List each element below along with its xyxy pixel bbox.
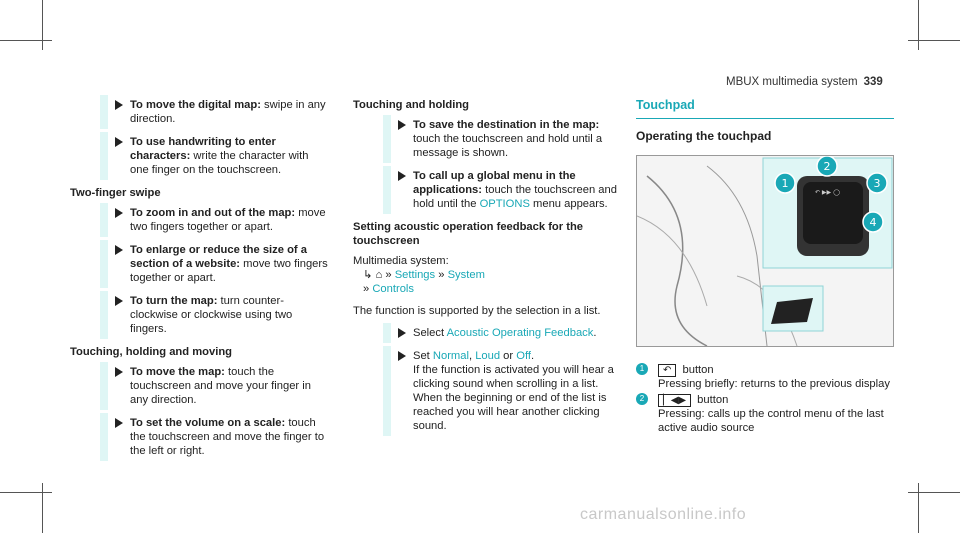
legend-label: button bbox=[694, 394, 729, 406]
heading: Two-finger swipe bbox=[70, 187, 161, 199]
crop-mark bbox=[0, 492, 52, 493]
list-item bbox=[70, 206, 330, 234]
callout-1 bbox=[775, 173, 795, 193]
watermark: carmanualsonline.info bbox=[580, 506, 747, 523]
crop-mark bbox=[0, 40, 52, 41]
item-bold: To zoom in and out of the map: bbox=[130, 207, 296, 219]
list-item bbox=[70, 98, 330, 126]
arrow-icon bbox=[115, 418, 123, 428]
item-text: Set bbox=[413, 350, 433, 362]
arrow-icon bbox=[398, 171, 406, 181]
column-3 bbox=[636, 98, 894, 437]
legend bbox=[636, 363, 894, 435]
callout-2 bbox=[817, 156, 837, 176]
item-text: . bbox=[593, 327, 597, 339]
list-item bbox=[70, 416, 330, 458]
item-bold: To set the volume on a scale: bbox=[130, 417, 286, 429]
path-system[interactable]: System bbox=[447, 269, 485, 281]
support-text: The function is supported by the selection in a list. bbox=[353, 305, 601, 317]
list-item bbox=[70, 135, 330, 177]
arrow-icon bbox=[115, 367, 123, 377]
item-text: or bbox=[500, 350, 517, 362]
item-bold: To turn the map: bbox=[130, 295, 218, 307]
menu-path bbox=[363, 268, 618, 282]
normal-link[interactable]: Normal bbox=[432, 350, 469, 362]
arrow-icon bbox=[115, 245, 123, 255]
legend-desc: Pressing: calls up the control menu of the last active audio source bbox=[658, 408, 884, 434]
loud-link[interactable]: Loud bbox=[475, 350, 501, 362]
arrow-icon bbox=[398, 351, 406, 361]
legend-item bbox=[636, 363, 894, 391]
item-text: touch the touchscreen and move the finger to the left or right. bbox=[130, 417, 325, 457]
svg-text:2: 2 bbox=[823, 160, 831, 173]
item-text: . bbox=[530, 350, 535, 362]
menu-path-2 bbox=[363, 282, 618, 296]
list-item bbox=[353, 118, 618, 160]
enter-arrow-icon: ↳ bbox=[363, 269, 373, 281]
item-text: Select bbox=[413, 327, 447, 339]
path-settings[interactable]: Settings bbox=[394, 269, 436, 281]
page-header bbox=[726, 76, 883, 88]
item-text: touch the touchscreen and move your finger in any direction. bbox=[130, 366, 311, 406]
system-label: Multimedia system: bbox=[353, 255, 449, 267]
heading: Setting acoustic operation feedback for the touchscreen bbox=[353, 221, 584, 247]
svg-text:1: 1 bbox=[781, 177, 789, 190]
list-item bbox=[70, 294, 330, 336]
page-number: 339 bbox=[863, 76, 883, 88]
arrow-icon bbox=[115, 100, 123, 110]
legend-item bbox=[636, 393, 894, 435]
crop-mark bbox=[42, 0, 43, 50]
chevron-icon: » bbox=[385, 269, 392, 281]
arrow-icon bbox=[398, 328, 406, 338]
header-title: MBUX multimedia system bbox=[726, 76, 858, 88]
svg-text:4: 4 bbox=[869, 216, 877, 229]
home-icon: ⌂ bbox=[375, 269, 383, 281]
crop-mark bbox=[908, 40, 960, 41]
svg-text:3: 3 bbox=[873, 177, 881, 190]
list-item: Set Normal, Loud or Off. If the function is activated you will hear a clicking sound when scrolling in a list. When the beginning or end of the list is reached you will hear another clicking sound. bbox=[353, 349, 618, 433]
item-bold: To call up a global menu in the applications: bbox=[413, 170, 576, 196]
svg-text:↶ ▶▶ ◯: ↶ ▶▶ ◯ bbox=[815, 189, 840, 196]
item-bold: To save the destination in the map: bbox=[413, 119, 600, 131]
chevron-icon: » bbox=[438, 269, 445, 281]
list-item bbox=[353, 326, 618, 340]
item-text: swipe in any direction. bbox=[130, 99, 326, 125]
item-bold: To move the map: bbox=[130, 366, 225, 378]
item-bold: To enlarge or reduce the size of a section of a website: bbox=[130, 244, 307, 270]
crop-mark bbox=[918, 0, 919, 50]
sub-title: Operating the touchpad bbox=[636, 129, 772, 143]
touchpad-figure bbox=[636, 155, 894, 347]
crop-mark bbox=[918, 483, 919, 533]
touchpad-illustration bbox=[637, 156, 893, 346]
back-icon: ↶ bbox=[658, 364, 676, 377]
item-bold: To move the digital map: bbox=[130, 99, 261, 111]
off-link[interactable]: Off bbox=[516, 350, 531, 362]
item-text: touch the touchscreen and hold until a message is shown. bbox=[413, 133, 603, 159]
legend-number: 1 bbox=[636, 363, 648, 375]
crop-mark bbox=[42, 483, 43, 533]
item-text: write the character with one finger on the touchscreen. bbox=[130, 150, 309, 176]
crop-mark bbox=[908, 492, 960, 493]
column-2 bbox=[353, 98, 618, 442]
arrow-icon bbox=[398, 120, 406, 130]
legend-desc: Pressing briefly: returns to the previous display bbox=[658, 378, 890, 390]
list-item bbox=[70, 243, 330, 285]
heading: Touching and holding bbox=[353, 99, 469, 111]
item-text: touch the touchscreen and hold until the bbox=[413, 184, 617, 210]
options-link[interactable]: OPTIONS bbox=[479, 198, 530, 210]
item-text: move two fingers together or apart. bbox=[130, 207, 326, 233]
item-text: menu appears. bbox=[529, 198, 608, 210]
list-item bbox=[70, 365, 330, 407]
arrow-icon bbox=[115, 137, 123, 147]
arrow-icon bbox=[115, 208, 123, 218]
skip-icon: ▏◀▶ bbox=[658, 394, 691, 407]
acoustic-feedback-link[interactable]: Acoustic Operating Feedback bbox=[446, 327, 594, 339]
path-controls[interactable]: Controls bbox=[372, 283, 415, 295]
chevron-icon: » bbox=[363, 283, 370, 295]
item-detail: If the function is activated you will hear a clicking sound when scrolling in a list. When the beginning or end of the list is reached you will hear another clicking sound. bbox=[413, 364, 614, 432]
legend-label: button bbox=[679, 364, 714, 376]
section-title: Touchpad bbox=[636, 98, 894, 119]
item-text: turn counter-clockwise or clockwise using two fingers. bbox=[130, 295, 293, 335]
callout-3 bbox=[867, 173, 887, 193]
item-text: move two fingers together or apart. bbox=[130, 258, 328, 284]
item-bold: To use handwriting to enter characters: bbox=[130, 136, 276, 162]
list-item bbox=[353, 169, 618, 211]
callout-4 bbox=[863, 212, 883, 232]
column-1 bbox=[70, 98, 330, 467]
heading: Touching, holding and moving bbox=[70, 346, 232, 358]
arrow-icon bbox=[115, 296, 123, 306]
legend-number: 2 bbox=[636, 393, 648, 405]
